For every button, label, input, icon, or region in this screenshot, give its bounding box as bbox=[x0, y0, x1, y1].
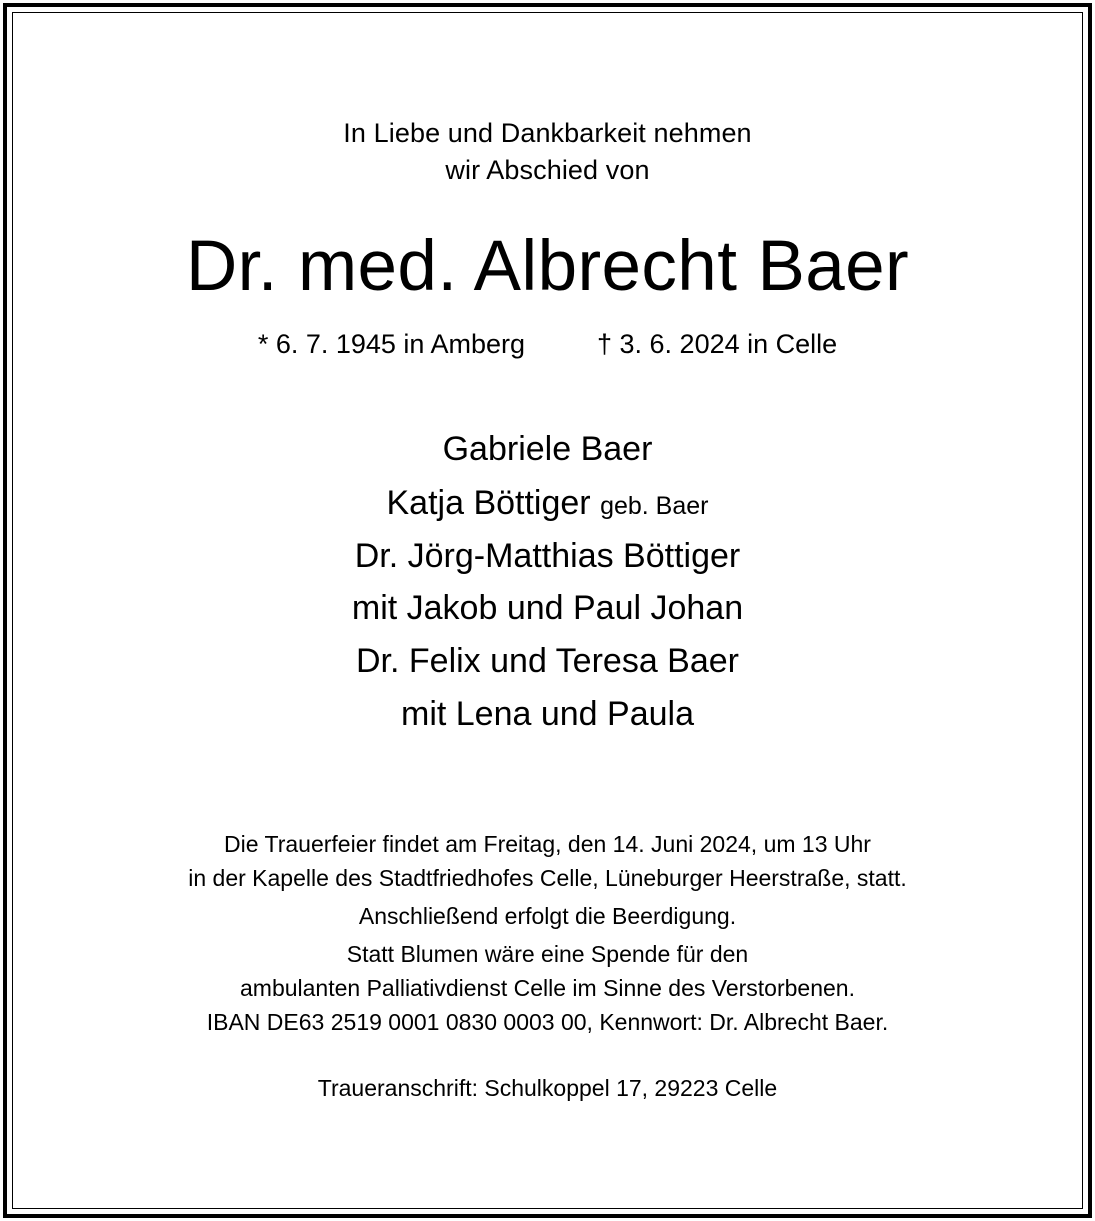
birth-date: * 6. 7. 1945 in Amberg bbox=[257, 329, 525, 359]
mourner-line-4: mit Jakob und Paul Johan bbox=[351, 589, 744, 627]
mourning-address: Traueranschrift: Schulkoppel 17, 29223 Celle bbox=[317, 1075, 778, 1101]
service-line-3: Anschließend erfolgt die Beerdigung. bbox=[358, 903, 737, 929]
mourner-line-3: Dr. Jörg-Matthias Böttiger bbox=[354, 537, 741, 575]
death-date: † 3. 6. 2024 in Celle bbox=[597, 329, 838, 359]
donation-line-3: IBAN DE63 2519 0001 0830 0003 00, Kennwort: Dr. Albrecht Baer. bbox=[206, 1009, 889, 1035]
service-line-1: Die Trauerfeier findet am Freitag, den 14. Juni 2024, um 13 Uhr bbox=[224, 831, 871, 857]
donation-line-1: Statt Blumen wäre eine Spende für den bbox=[346, 941, 749, 967]
mourner-line-1: Gabriele Baer bbox=[442, 430, 653, 468]
life-dates bbox=[0, 329, 1095, 360]
mourner-line-5: Dr. Felix und Teresa Baer bbox=[356, 642, 739, 680]
maiden-name: geb. Baer bbox=[600, 492, 709, 520]
mourner-line-2 bbox=[0, 484, 1095, 523]
deceased-name: Dr. med. Albrecht Baer bbox=[185, 227, 910, 306]
intro-line-1: In Liebe und Dankbarkeit nehmen bbox=[343, 118, 752, 148]
mourner-name: Katja Böttiger bbox=[386, 484, 591, 522]
mourner-line-6: mit Lena und Paula bbox=[401, 695, 694, 733]
service-line-2: in der Kapelle des Stadtfriedhofes Celle, Lüneburger Heerstraße, statt. bbox=[188, 865, 907, 891]
intro-line-2: wir Abschied von bbox=[445, 155, 650, 185]
donation-line-2: ambulanten Palliativdienst Celle im Sinne des Verstorbenen. bbox=[240, 975, 855, 1001]
